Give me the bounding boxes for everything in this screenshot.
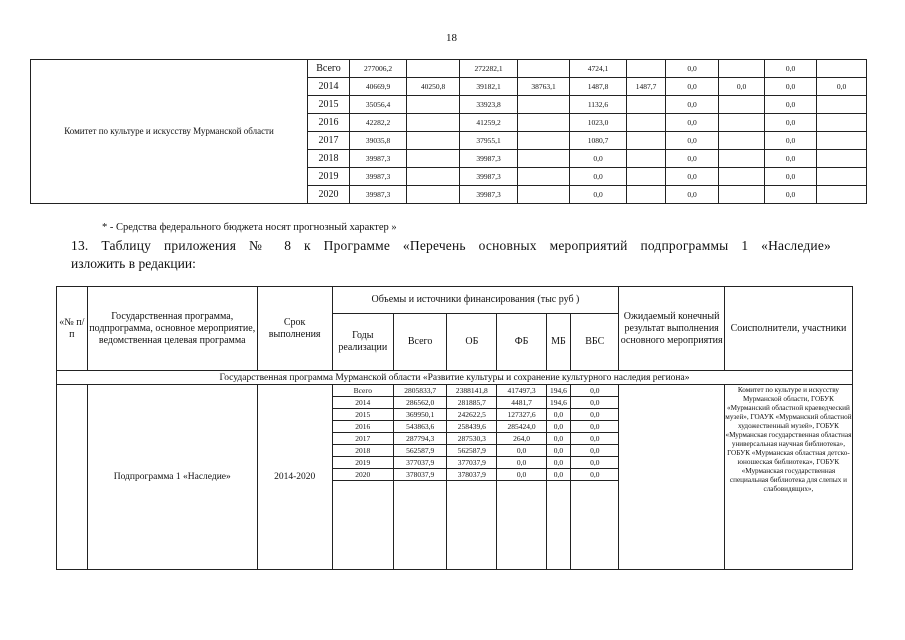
total-cell: 562587,9 (394, 445, 447, 457)
value-cell: 0,0 (817, 78, 867, 96)
organization-name: Комитет по культуре и искусству Мурманской области (31, 60, 308, 204)
vbs-cell: 0,0 (571, 433, 619, 445)
page-number: 18 (446, 32, 457, 44)
value-cell: 39987,3 (350, 150, 407, 168)
value-cell: 0,0 (666, 114, 719, 132)
year-cell: 2017 (308, 132, 350, 150)
mb-cell: 0,0 (546, 469, 571, 481)
mb-cell: 0,0 (546, 457, 571, 469)
value-cell: 0,0 (666, 168, 719, 186)
value-cell (817, 186, 867, 204)
table-row (57, 385, 853, 397)
value-cell (407, 60, 460, 78)
value-cell: 39987,3 (350, 168, 407, 186)
year-cell: 2018 (308, 150, 350, 168)
header-vbs: ВБС (571, 314, 619, 371)
value-cell (518, 96, 570, 114)
value-cell (817, 96, 867, 114)
mb-cell: 0,0 (546, 409, 571, 421)
value-cell: 0,0 (765, 150, 817, 168)
vbs-cell: 0,0 (571, 385, 619, 397)
value-cell: 0,0 (666, 96, 719, 114)
value-cell: 38763,1 (518, 78, 570, 96)
fb-cell: 0,0 (497, 469, 546, 481)
header-term: Срок выполнения (257, 287, 332, 371)
value-cell: 0,0 (765, 78, 817, 96)
header-mb: МБ (546, 314, 571, 371)
value-cell (518, 132, 570, 150)
value-cell: 42282,2 (350, 114, 407, 132)
year-cell: 2020 (332, 469, 393, 481)
value-cell (627, 132, 666, 150)
vbs-cell: 0,0 (571, 457, 619, 469)
value-cell: 4724,1 (570, 60, 627, 78)
year-cell: 2015 (308, 96, 350, 114)
mb-cell: 194,6 (546, 397, 571, 409)
ob-cell: 258439,6 (447, 421, 497, 433)
value-cell: 0,0 (666, 186, 719, 204)
total-cell: 2805833,7 (394, 385, 447, 397)
empty-cell (497, 481, 546, 570)
ob-cell: 377037,9 (447, 457, 497, 469)
value-cell: 40250,8 (407, 78, 460, 96)
value-cell (627, 60, 666, 78)
value-cell (719, 132, 765, 150)
header-years: Годы реализации (332, 314, 393, 371)
header-number: «№ п/п (57, 287, 88, 371)
value-cell: 0,0 (719, 78, 765, 96)
table-row (31, 60, 867, 78)
vbs-cell: 0,0 (571, 469, 619, 481)
year-cell: 2020 (308, 186, 350, 204)
value-cell (627, 150, 666, 168)
amendment-paragraph: 13. Таблицу приложения № 8 к Программе «Перечень основных мероприятий подпрограммы 1 «Наследие» (71, 238, 831, 253)
ob-cell: 2388141,8 (447, 385, 497, 397)
total-cell: 369950,1 (394, 409, 447, 421)
value-cell: 0,0 (666, 150, 719, 168)
header-fb: ФБ (497, 314, 546, 371)
header-funding: Объемы и источники финансирования (тыс руб ) (332, 287, 619, 314)
year-cell: 2019 (308, 168, 350, 186)
total-cell: 286562,0 (394, 397, 447, 409)
vbs-cell: 0,0 (571, 421, 619, 433)
ob-cell: 281885,7 (447, 397, 497, 409)
value-cell: 0,0 (666, 132, 719, 150)
value-cell (518, 114, 570, 132)
value-cell (817, 132, 867, 150)
row-number (57, 385, 88, 570)
year-cell: 2015 (332, 409, 393, 421)
footnote: * - Средства федерального бюджета носят прогнозный характер » (102, 222, 397, 233)
vbs-cell: 0,0 (571, 409, 619, 421)
mb-cell: 0,0 (546, 445, 571, 457)
value-cell: 272282,1 (460, 60, 518, 78)
fb-cell: 264,0 (497, 433, 546, 445)
value-cell: 39987,3 (460, 150, 518, 168)
value-cell (719, 96, 765, 114)
fb-cell: 417497,3 (497, 385, 546, 397)
year-cell: 2019 (332, 457, 393, 469)
value-cell (518, 60, 570, 78)
total-cell: 377037,9 (394, 457, 447, 469)
year-cell: 2016 (308, 114, 350, 132)
total-cell: 378037,9 (394, 469, 447, 481)
vbs-cell: 0,0 (571, 397, 619, 409)
section-title: Государственная программа Мурманской области «Развитие культуры и сохранение культурного наследия региона» (57, 371, 853, 385)
value-cell: 35056,4 (350, 96, 407, 114)
empty-cell (394, 481, 447, 570)
value-cell: 33923,8 (460, 96, 518, 114)
fb-cell: 127327,6 (497, 409, 546, 421)
value-cell (817, 168, 867, 186)
value-cell: 39035,8 (350, 132, 407, 150)
value-cell (719, 168, 765, 186)
value-cell: 0,0 (570, 150, 627, 168)
value-cell (719, 186, 765, 204)
value-cell: 1487,7 (627, 78, 666, 96)
value-cell: 0,0 (765, 186, 817, 204)
value-cell: 0,0 (666, 78, 719, 96)
fb-cell: 285424,0 (497, 421, 546, 433)
value-cell (627, 168, 666, 186)
financing-table-continued (30, 59, 867, 204)
fb-cell: 0,0 (497, 445, 546, 457)
value-cell: 40669,9 (350, 78, 407, 96)
value-cell (407, 132, 460, 150)
value-cell (719, 150, 765, 168)
activities-table (56, 286, 853, 570)
header-participants: Соисполнители, участники (724, 287, 852, 371)
value-cell (407, 114, 460, 132)
amendment-paragraph-end: изложить в редакции: (71, 256, 196, 271)
value-cell: 39987,3 (460, 168, 518, 186)
value-cell (518, 186, 570, 204)
total-cell: 287794,3 (394, 433, 447, 445)
participants-list: Комитет по культуре и искусству Мурманской области, ГОБУК «Мурманский областной краеведческий музей», ГОАУК «Мурманский областной художественный музей», ГОБУК «Мурманская государственная областная универсальная научная библиотека», ГОБУК «Мурманская областная детско-юношеская библиотека», ГОБУК «Мурманская государственная специальная библиотека для слепых и слабовидящих», (724, 385, 852, 570)
empty-cell (571, 481, 619, 570)
value-cell: 39987,3 (460, 186, 518, 204)
value-cell: 0,0 (570, 168, 627, 186)
fb-cell: 0,0 (497, 457, 546, 469)
value-cell: 1080,7 (570, 132, 627, 150)
empty-cell (447, 481, 497, 570)
total-cell: 543863,6 (394, 421, 447, 433)
value-cell (407, 96, 460, 114)
value-cell (719, 114, 765, 132)
ob-cell: 287530,3 (447, 433, 497, 445)
value-cell (407, 150, 460, 168)
value-cell: 1487,8 (570, 78, 627, 96)
header-total: Всего (394, 314, 447, 371)
year-cell: Всего (332, 385, 393, 397)
value-cell: 0,0 (765, 132, 817, 150)
header-result: Ожидаемый конечный результат выполнения основного мероприятия (619, 287, 725, 371)
value-cell: 39182,1 (460, 78, 518, 96)
value-cell (518, 150, 570, 168)
header-program: Государственная программа, подпрограмма, основное мероприятие, ведомственная целевая программа (87, 287, 257, 371)
value-cell (817, 150, 867, 168)
value-cell: 0,0 (765, 60, 817, 78)
result-cell (619, 385, 725, 570)
value-cell (817, 114, 867, 132)
mb-cell: 0,0 (546, 421, 571, 433)
year-cell: 2017 (332, 433, 393, 445)
value-cell (407, 186, 460, 204)
value-cell (719, 60, 765, 78)
fb-cell: 4481,7 (497, 397, 546, 409)
year-cell: Всего (308, 60, 350, 78)
value-cell: 0,0 (765, 96, 817, 114)
value-cell: 277006,2 (350, 60, 407, 78)
value-cell: 0,0 (765, 168, 817, 186)
mb-cell: 194,6 (546, 385, 571, 397)
empty-cell (546, 481, 571, 570)
value-cell: 41259,2 (460, 114, 518, 132)
ob-cell: 378037,9 (447, 469, 497, 481)
value-cell: 1132,6 (570, 96, 627, 114)
subprogram-name: Подпрограмма 1 «Наследие» (87, 385, 257, 570)
value-cell: 37955,1 (460, 132, 518, 150)
mb-cell: 0,0 (546, 433, 571, 445)
ob-cell: 562587,9 (447, 445, 497, 457)
value-cell (518, 168, 570, 186)
value-cell (627, 186, 666, 204)
value-cell (627, 96, 666, 114)
year-cell: 2016 (332, 421, 393, 433)
value-cell: 0,0 (765, 114, 817, 132)
year-cell: 2014 (332, 397, 393, 409)
value-cell: 0,0 (570, 186, 627, 204)
year-cell: 2014 (308, 78, 350, 96)
value-cell: 0,0 (666, 60, 719, 78)
term-value: 2014-2020 (257, 385, 332, 570)
vbs-cell: 0,0 (571, 445, 619, 457)
year-cell: 2018 (332, 445, 393, 457)
value-cell: 39987,3 (350, 186, 407, 204)
value-cell (407, 168, 460, 186)
value-cell (627, 114, 666, 132)
value-cell (817, 60, 867, 78)
header-ob: ОБ (447, 314, 497, 371)
value-cell: 1023,0 (570, 114, 627, 132)
empty-cell (332, 481, 393, 570)
ob-cell: 242622,5 (447, 409, 497, 421)
